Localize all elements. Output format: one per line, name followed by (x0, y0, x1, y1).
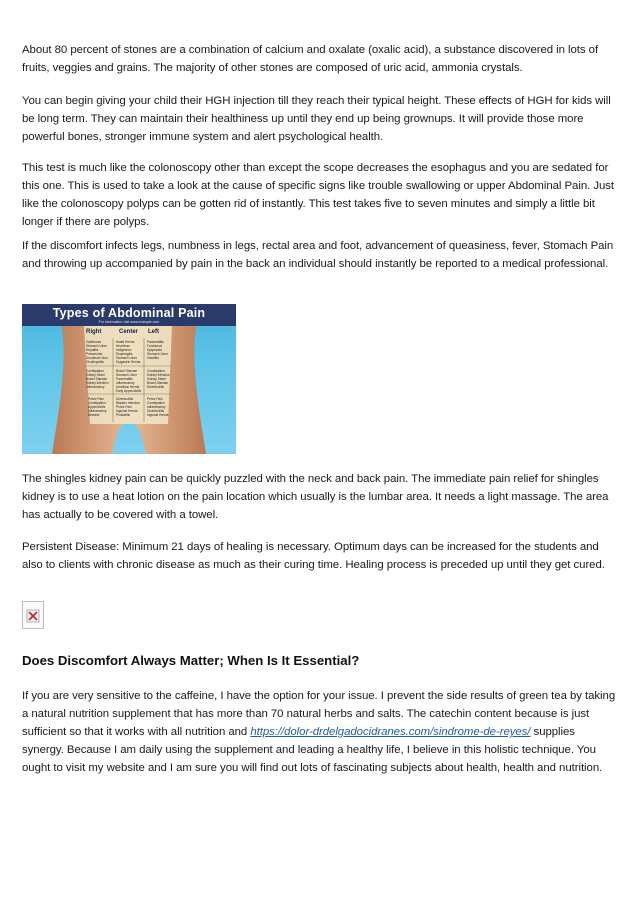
section-heading: Does Discomfort Always Matter; When Is It Essential? (22, 653, 360, 668)
figure-cell: Gallstones Stomach Ulcer Hepatitis Pneumonia Duodenal Ulcer Cholecystitis (86, 340, 108, 364)
paragraph-shingles: The shingles kidney pain can be quickly puzzled with the neck and back pain. The immediate pain relief for shingles kidney is to use a heat lotion on the pain location which usually is the lumbar area. It needs a light massage. The area has actually to be covered with a towel. (22, 473, 609, 521)
figure-subtitle: For information visit www.example.com (98, 320, 160, 324)
paragraph-kidney-stones: About 80 percent of stones are a combination of calcium and oxalate (oxalic acid), a substance discovered in lots of fruits, veggies and grains. The majority of other stones are composed of uric acid, ammonia crystals. (22, 44, 599, 74)
figure-cell: Pancreatitis Functional Dyspepsia Stomach Ulcer Gastritis (147, 340, 168, 360)
figure-cell: Pelvic Pain Constipation Inflammatory Diverticulitis Inguinal Hernia (147, 397, 169, 417)
paragraph-text-after-link: supplies synergy. Because I am daily using the supplement and leading a healthy life, I believe in this holistic technique. You ought to visit my website and I am sure you will find out lots of fascinating subjects about health, health and nutrition. (22, 726, 603, 774)
figure-title: Types of Abdominal Pain (52, 306, 206, 320)
abdominal-pain-figure (22, 304, 236, 454)
paragraph-hgh: You can begin giving your child their HGH injection till they reach their typical height. These effects of HGH for kids will be long term. They can maintain their healthiness up until they end up being grownups. It will provide those more powerful bones, stronger immune system and alert psychological health. (22, 95, 611, 143)
paragraph-caffeine (22, 687, 618, 777)
figure-cell: Hiatal Hernia Heartburn Indigestion Esophagitis Stomach Ulcer Epigastric Hernia (116, 340, 141, 364)
paragraph-persistent-disease: Persistent Disease: Minimum 21 days of healing is necessary. Optimum days can be increased for the students and also to clients with chronic disease as much as their curing time. Healing process is preceded up until they get cured. (22, 541, 605, 571)
figure-cell: Constipation Kidney Stone Bowel Disease Kidney Infection Inflammatory (86, 369, 109, 389)
column-label-right: Right (86, 329, 102, 335)
broken-image-icon (23, 602, 43, 628)
broken-image-placeholder (22, 601, 44, 629)
column-label-center: Center (119, 329, 139, 335)
supplement-link[interactable]: https://dolor-drdelgadocidranes.com/sindrome-de-reyes/ (250, 726, 531, 738)
paragraph-text-before-link: If you are very sensitive to the caffeine, I have the option for your issue. I prevent the side results of green tea by taking a natural nutrition supplement that has more than 70 natural herbs and salts. The catechin content because is just sufficient so that it works with all nutrition and (22, 690, 616, 738)
paragraph-symptoms: If the discomfort infects legs, numbness in legs, rectal area and foot, advancement of queasiness, fever, Stomach Pain and throwing up accompanied by pain in the back an individual should instantly be reported to a medical professional. (22, 240, 614, 270)
paragraph-endoscopy: This test is much like the colonoscopy other than except the scope decreases the esophagus and you are sedated for this one. This is used to take a look at the cause of specific signs like trouble swallowing or upper Abdominal Pain. Just like the colonoscopy polyps can be gotten rid of instantly. This test takes five to seven minutes and simply a little bit longer if there are polyps. (22, 162, 615, 228)
figure-cell: Bowel Disease Stomach Ulcer Pancreatitis Inflammatory Umbilical Hernia Early Appendicitis (116, 369, 142, 393)
figure-cell: Diverticulitis Bladder Infection Pelvic Pain Inguinal Hernia Prostatitis (116, 397, 140, 417)
column-label-left: Left (148, 329, 159, 335)
figure-cell: Pelvic Pain Constipation Appendicitis Inflammatory Disease (88, 397, 107, 417)
figure-cell: Constipation Kidney Infection Kidney Stone Bowel Disease Diverticulitis (147, 369, 170, 389)
